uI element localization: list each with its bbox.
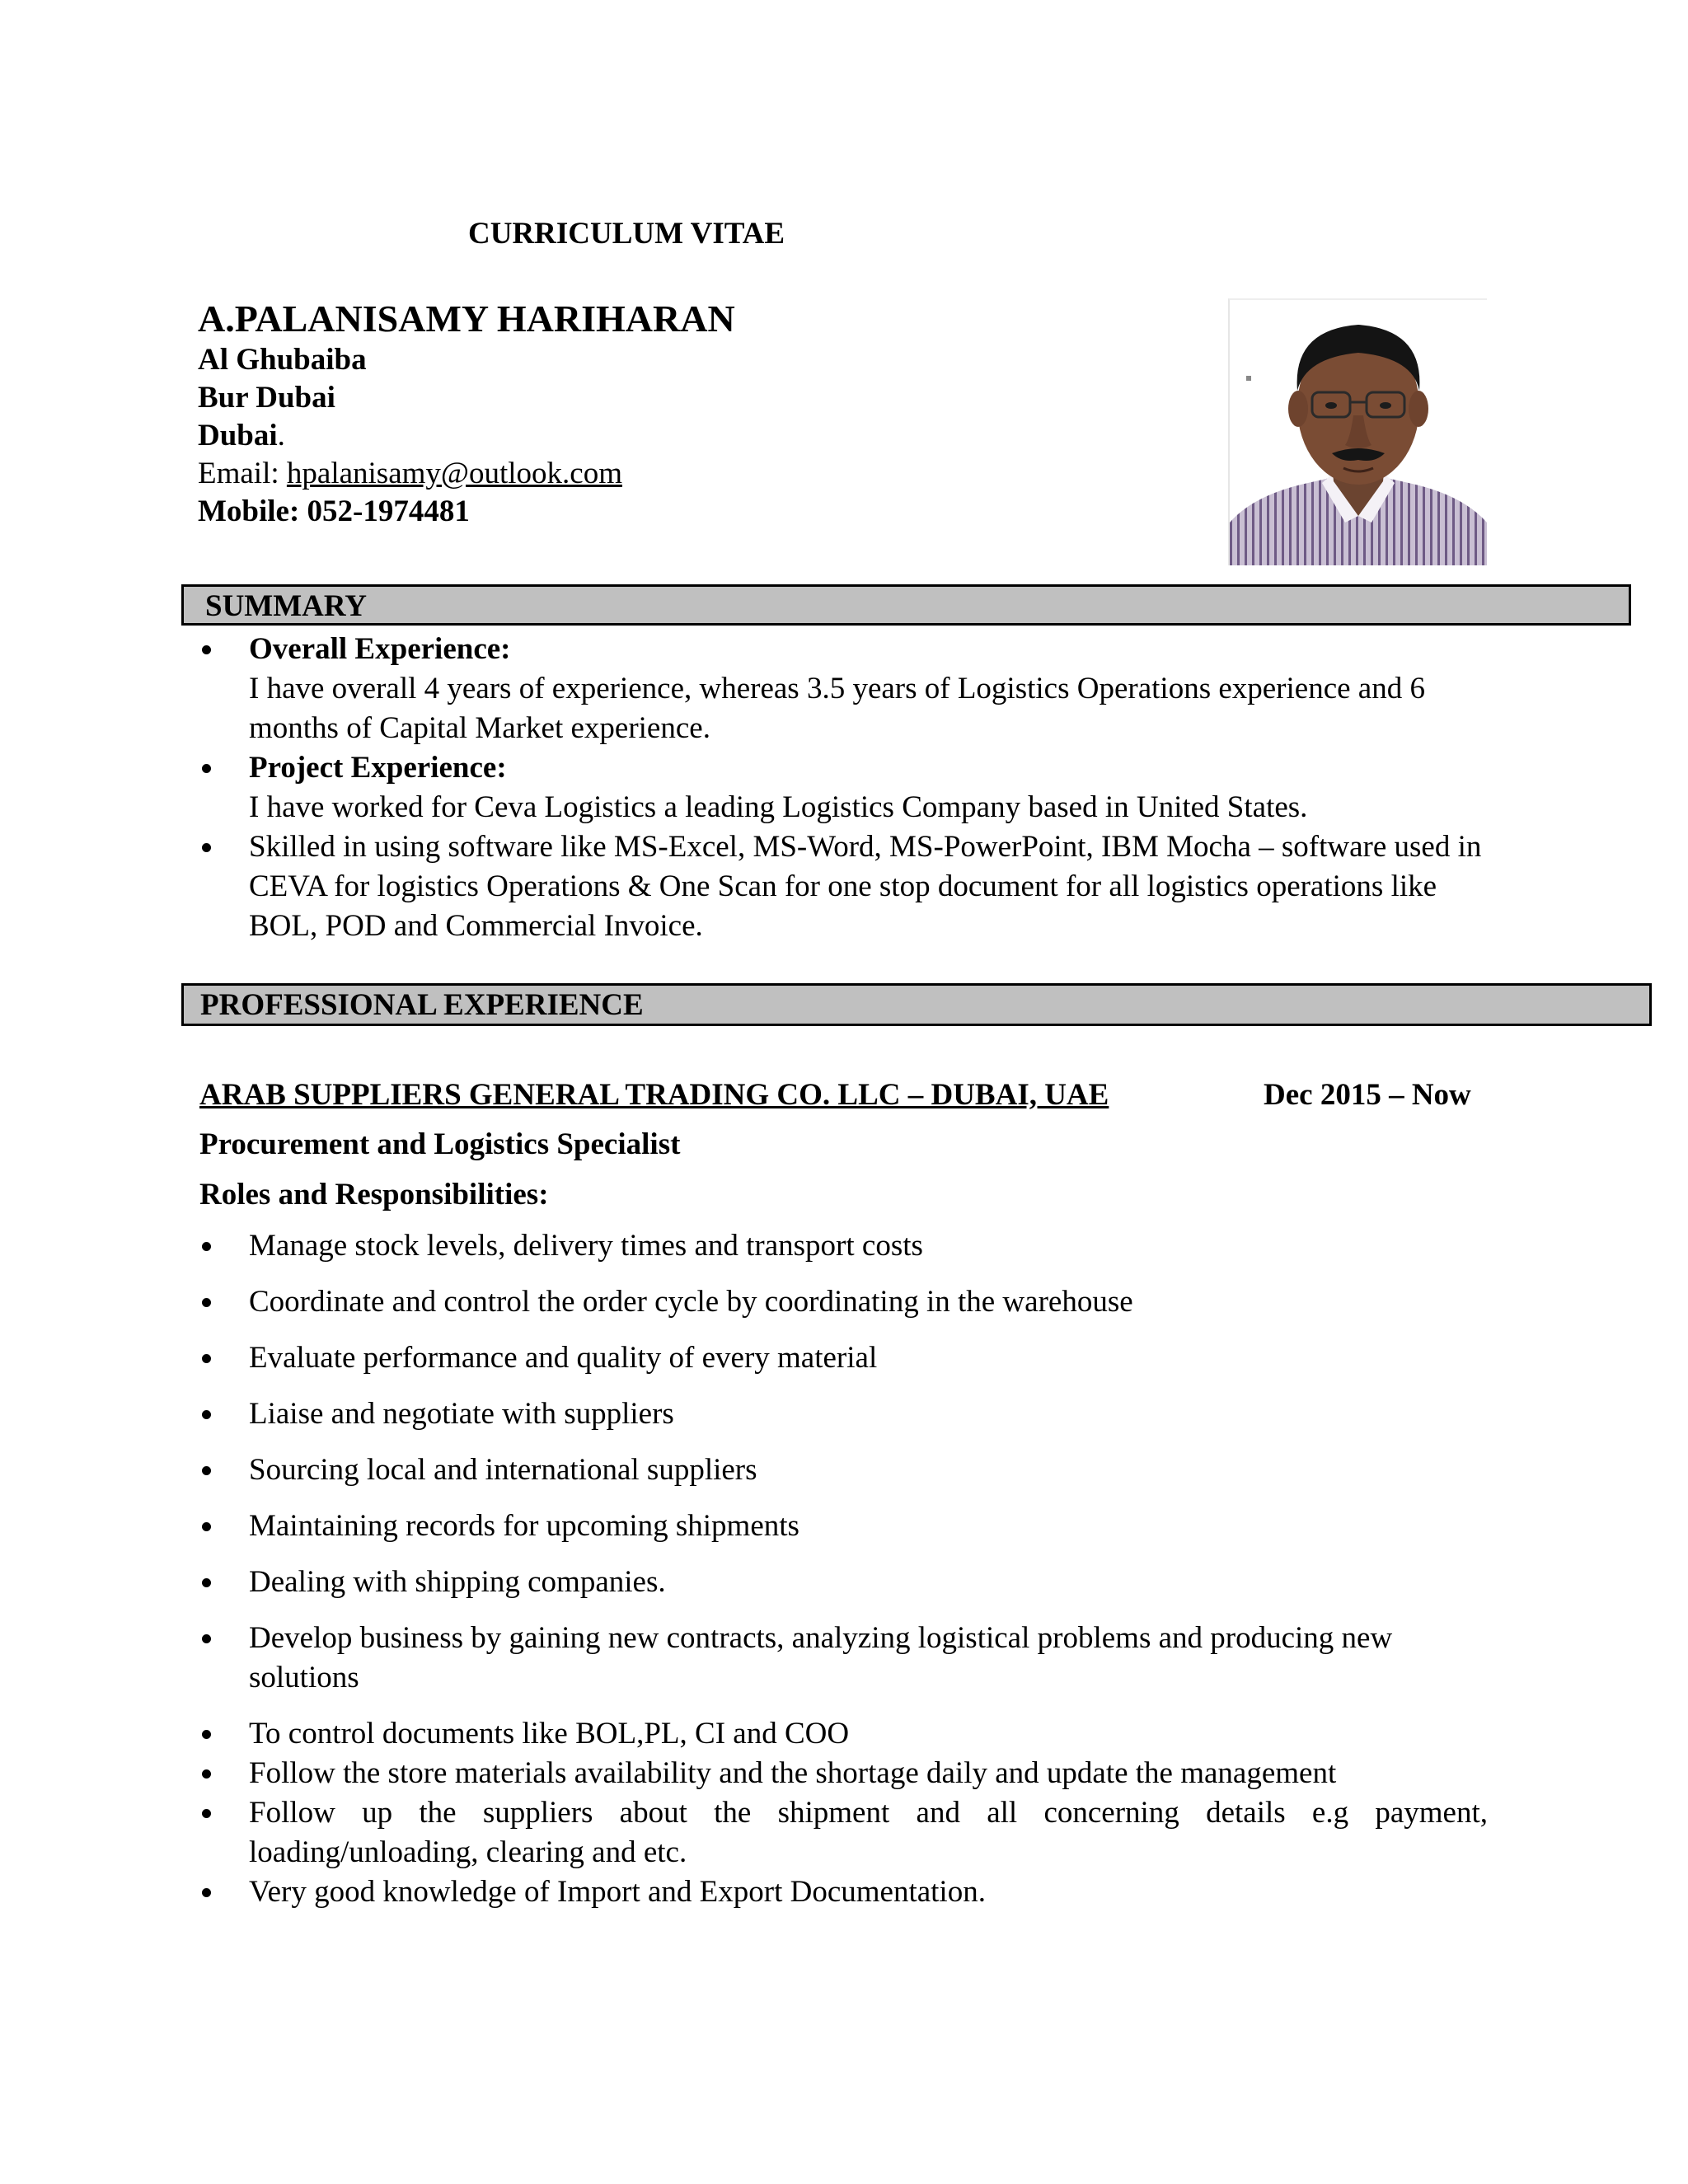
- employment-dates: Dec 2015 – Now: [1264, 1078, 1471, 1112]
- roles-heading: Roles and Responsibilities:: [199, 1178, 549, 1212]
- responsibility-item: Manage stock levels, delivery times and transport costs: [198, 1226, 1488, 1266]
- responsibility-item: Liaise and negotiate with suppliers: [198, 1394, 1488, 1434]
- email-line: [198, 455, 622, 493]
- job-title: Procurement and Logistics Specialist: [199, 1127, 681, 1161]
- responsibility-item: Very good knowledge of Import and Export Documentation.: [198, 1872, 1488, 1912]
- summary-item-heading: Project Experience:: [249, 751, 507, 785]
- address-city: Dubai: [198, 419, 278, 452]
- responsibility-item: Follow the store materials availability and the shortage daily and update the management: [198, 1754, 1488, 1793]
- responsibility-item: Maintaining records for upcoming shipments: [198, 1507, 1488, 1546]
- summary-heading: SUMMARY: [205, 589, 368, 623]
- summary-item-text: I have overall 4 years of experience, whereas 3.5 years of Logistics Operations experience and 6 months of Capital Market experience.: [249, 672, 1425, 745]
- summary-list: [198, 630, 1492, 946]
- address-line-1: Al Ghubaiba: [198, 343, 367, 377]
- contact-block: [198, 341, 622, 531]
- summary-item: [198, 827, 1492, 946]
- profile-photo: [1228, 298, 1487, 565]
- summary-item-heading: Overall Experience:: [249, 632, 511, 666]
- address-line-3: [198, 417, 622, 455]
- experience-heading: PROFESSIONAL EXPERIENCE: [200, 988, 644, 1022]
- email-link[interactable]: hpalanisamy@outlook.com: [286, 457, 622, 490]
- responsibility-item: Follow up the suppliers about the shipment and all concerning details e.g payment, loading/unloading, clearing and etc.: [198, 1793, 1488, 1872]
- summary-item-text: Skilled in using software like MS-Excel, MS-Word, MS-PowerPoint, IBM Mocha – software used in CEVA for logistics Operations & One Scan for one stop document for all logistics operations like BOL, POD and Commercial Invoice.: [249, 830, 1482, 943]
- responsibility-item: Evaluate performance and quality of every material: [198, 1338, 1488, 1378]
- experience-section-header: [181, 983, 1652, 1026]
- address-line-2: Bur Dubai: [198, 381, 335, 415]
- responsibilities-list: [198, 1226, 1488, 1912]
- responsibility-item: To control documents like BOL,PL, CI and COO: [198, 1714, 1488, 1754]
- email-label: Email:: [198, 457, 287, 490]
- summary-item-text: I have worked for Ceva Logistics a leading Logistics Company based in United States.: [249, 790, 1308, 824]
- responsibility-item: Develop business by gaining new contracts, analyzing logistical problems and producing new solutions: [198, 1619, 1488, 1698]
- company-name: ARAB SUPPLIERS GENERAL TRADING CO. LLC – DUBAI, UAE: [199, 1078, 1109, 1112]
- summary-section-header: [181, 584, 1631, 626]
- document-title: CURRICULUM VITAE: [468, 217, 785, 251]
- profile-photo-portrait: [1230, 300, 1487, 565]
- responsibility-item: Sourcing local and international suppliers: [198, 1451, 1488, 1490]
- responsibility-item: Coordinate and control the order cycle by coordinating in the warehouse: [198, 1282, 1488, 1322]
- address-city-suffix: .: [277, 419, 285, 452]
- candidate-name: A.PALANISAMY HARIHARAN: [198, 298, 735, 340]
- responsibility-item: Dealing with shipping companies.: [198, 1563, 1488, 1602]
- summary-item: [198, 748, 1492, 827]
- summary-item: [198, 630, 1492, 748]
- mobile-line: Mobile: 052-1974481: [198, 494, 470, 528]
